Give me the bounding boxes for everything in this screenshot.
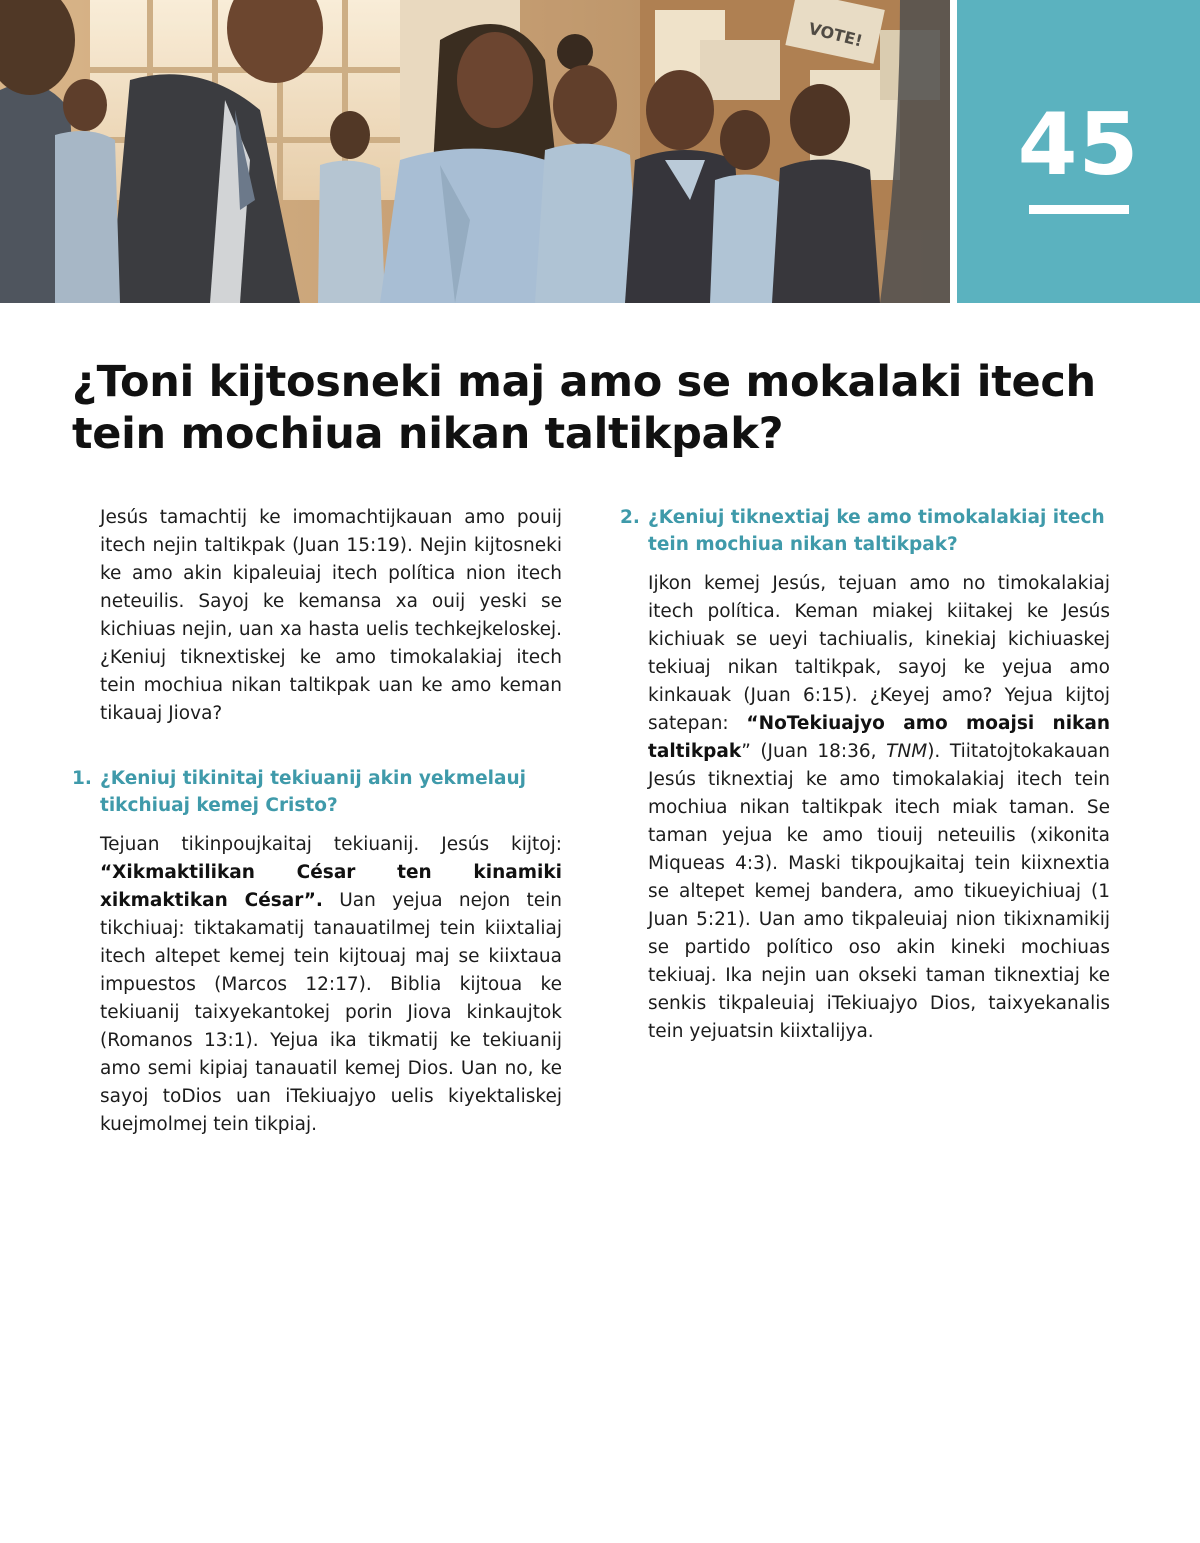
answer-1-rest: Uan yejua nejon tein tikchiuaj: tiktakamatij tanauatilmej tein kiixtaliaj itech altepet kemej tein kijtouaj maj se kiixtaua impuestos (Marcos 12:17). Biblia kijtoua ke tekiuanij taixyekantokej porin Jiova kinkaujtok (Romanos 13:1). Yejua ika tikmatij ke tekiuanij amo semi kipiaj tanauatil kemej Dios. Uan no, ke sayoj toDios uan iTekiuajyo uelis kiyektaliskej kuejmolmej tein tikpiaj. bbox=[100, 890, 563, 1135]
lesson-number: 45 bbox=[1017, 95, 1140, 195]
students-saluting-illustration bbox=[0, 0, 950, 303]
question-1 bbox=[72, 765, 562, 819]
number-underline bbox=[1029, 205, 1129, 214]
answer-2-quote: “NoTekiuajyo amo moajsi nikan taltikpak bbox=[648, 713, 1110, 762]
answer-2-paragraph bbox=[648, 570, 1110, 1046]
question-2-number: 2. bbox=[620, 507, 640, 528]
question-1-number: 1. bbox=[72, 768, 92, 789]
question-2 bbox=[620, 504, 1110, 558]
answer-1-paragraph bbox=[100, 831, 562, 1139]
intro-paragraph: Jesús tamachtij ke imomachtijkauan amo pouij itech nejin taltikpak (Juan 15:19). Nejin kijtosneki ke amo akin kipaleuiaj itech política nion itech neteuilis. Sayoj ke kemansa xa ouij yeski se kichiuas nejin, uan xa hasta uelis techkejkeloskej. ¿Keniuj tiknextiskej ke amo timokalakiaj itech tein mochiua nikan taltikpak uan ke amo keman tikauaj Jiova? bbox=[100, 507, 562, 724]
answer-2-lead: Ijkon kemej Jesús, tejuan amo no timokalakiaj itech política. Keman miakej kiitakej ke Jesús kichiuak se ueyi tachiualis, kinekiaj kichiuaskej tekiuaj nikan taltikpak, sayoj ke yejua amo kinkauak (Juan 6:15). ¿Keyej amo? Yejua kijtoj satepan: bbox=[648, 573, 1110, 734]
poster-text: VOTE! bbox=[806, 18, 865, 51]
question-1-text: ¿Keniuj tikinitaj tekiuanij akin yekmelauj tikchiuaj kemej Cristo? bbox=[100, 768, 526, 816]
right-column bbox=[620, 504, 1110, 1046]
answer-2-cite: TNM bbox=[886, 741, 928, 762]
answer-2-rest: ). Tiitatojtokakauan Jesús tiknextiaj ke amo timokalakiaj itech tein mochiua nikan taltikpak itech miak taman. Se taman yejua ke amo tiouij neteuilis (xikonita Miqueas 4:3). Maski tikpoujkaitaj tein kiixnextia se altepet kemej bandera, amo tikueyichiuaj (1 Juan 5:21). Uan amo tikpaleuiaj nion tikixnamikij se partido político oso akin kineki mochiuas tekiuaj. Ika nejin uan okseki taman tiknextiaj ke senkis tikpaleuiaj iTekiuajyo Dios, taixyekanalis tein yejuatsin kiixtalijya. bbox=[648, 741, 1110, 1042]
answer-1-quote: “Xikmaktilikan César ten kinamiki xikmaktikan César”. bbox=[100, 862, 562, 911]
page-title: ¿Toni kijtosneki maj amo se mokalaki itech tein mochiua nikan taltikpak? bbox=[72, 357, 1096, 459]
left-column bbox=[72, 504, 562, 1139]
answer-2-cite-open: ” (Juan 18:36, bbox=[741, 741, 887, 762]
question-2-text: ¿Keniuj tiknextiaj ke amo timokalakiaj itech tein mochiua nikan taltikpak? bbox=[648, 507, 1105, 555]
answer-1-lead: Tejuan tikinpoujkaitaj tekiuanij. Jesús kijtoj: bbox=[100, 834, 562, 855]
header-photo bbox=[0, 0, 950, 303]
lesson-number-box bbox=[957, 0, 1200, 303]
